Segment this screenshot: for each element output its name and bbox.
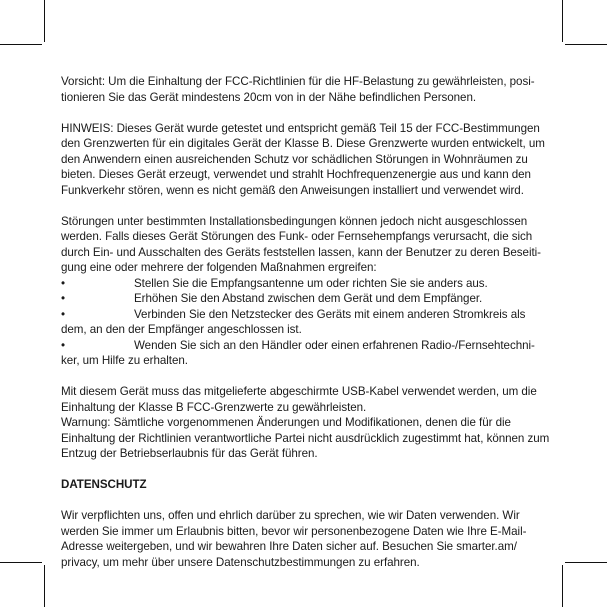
measure-text: Erhöhen Sie den Abstand zwischen dem Gerät und dem Empfänger. [134, 292, 483, 305]
crop-mark-bottom-right-vertical [562, 565, 563, 607]
measure-text: Verbinden Sie den Netzstecker des Geräts mit einem anderen Stromkreis als dem, an den der Empfänger angeschlossen ist. [61, 307, 526, 336]
crop-mark-top-left-horizontal [0, 44, 42, 45]
bullet-icon: • [61, 338, 66, 352]
privacy-text: Wir verpflichten uns, offen und ehrlich darüber zu sprechen, wie wir Daten verwenden. Wir werden Sie immer um Erlaubnis bitten, bevor wir personenbezogene Daten wie Ihre E-Mail- Adresse weitergeben, und wir bewahren Ihre Daten sicher auf. Besuchen Sie smarter.am/ privacy, um mehr über unsere Datenschutzbestimmungen zu erfahren. [61, 509, 527, 569]
measure-item [61, 276, 551, 292]
measure-text: Stellen Sie die Empfangsantenne um oder richten Sie sie anders aus. [134, 276, 488, 290]
bullet-icon: • [61, 307, 66, 321]
crop-mark-bottom-left-vertical [44, 565, 45, 607]
interference-intro: Störungen unter bestimmten Installationsbedingungen können jedoch nicht ausgeschlossen werden. Falls dieses Gerät Störungen des Funk- oder Fernsehempfangs verursacht, die sich durch Ein- und Ausschalten des Geräts feststellen lassen, kann der Benutzer zu deren Beseiti- gung eine oder mehrere der folgenden Maßnahmen ergreifen: [61, 214, 541, 274]
measure-item [61, 307, 551, 338]
measure-text: Wenden Sie sich an den Händler oder einen erfahrenen Radio-/Fernsehtechni- ker, um Hilfe zu erhalten. [61, 338, 535, 367]
measure-item [61, 338, 551, 369]
crop-mark-top-right-vertical [562, 0, 563, 42]
document-body [61, 74, 551, 570]
crop-mark-bottom-left-horizontal [0, 562, 42, 563]
privacy-heading: DATENSCHUTZ [61, 478, 147, 491]
changes-warning: Warnung: Sämtliche vorgenommenen Änderungen und Modifikationen, denen die für die Einhaltung der Richtlinien verantwortliche Partei nicht ausdrücklich zugestimmt hat, können zum Entzug der Betriebserlaubnis für das Gerät führen. [61, 416, 550, 460]
usb-cable-note: Mit diesem Gerät muss das mitgelieferte abgeschirmte USB-Kabel verwendet werden, um die Einhaltung der Klasse B FCC-Grenzwerte zu gewährleisten. [61, 385, 537, 414]
crop-mark-bottom-right-horizontal [565, 562, 607, 563]
fcc-rf-warning: Vorsicht: Um die Einhaltung der FCC-Richtlinien für die HF-Belastung zu gewährleisten, posi- tionieren Sie das Gerät mindestens 20cm von in der Nähe befindlichen Personen. [61, 75, 535, 104]
measure-item [61, 291, 551, 307]
bullet-icon: • [61, 276, 66, 290]
bullet-icon: • [61, 292, 66, 305]
hinweis-paragraph: HINWEIS: Dieses Gerät wurde getestet und entspricht gemäß Teil 15 der FCC-Bestimmungen den Grenzwerten für ein digitales Gerät der Klasse B. Diese Grenzwerte wurden entwickelt, um den Anwendern einen ausreichenden Schutz vor schädlichen Störungen in Wohnräumen zu bieten. Dieses Gerät erzeugt, verwendet und strahlt Hochfrequenzenergie aus und kann den Funkverkehr stören, wenn es nicht gemäß den Anweisungen installiert und verwendet wird. [61, 121, 545, 197]
crop-mark-top-right-horizontal [565, 44, 607, 45]
crop-mark-top-left-vertical [44, 0, 45, 42]
